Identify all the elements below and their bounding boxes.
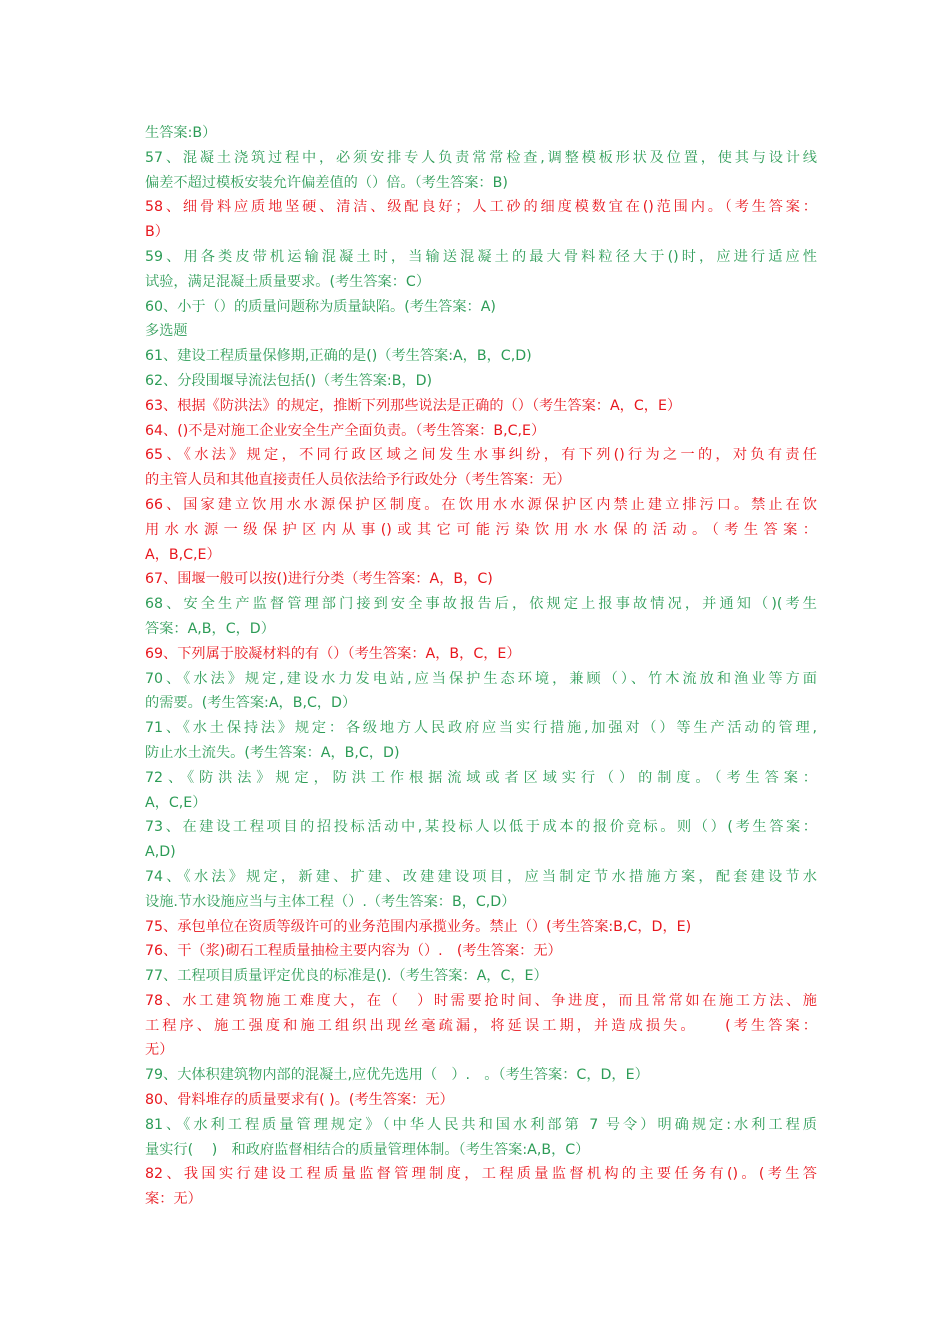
text-line: 67、围堰一般可以按()进行分类（考生答案：A，B，C) <box>145 571 493 588</box>
text-line: 的需要。(考生答案:A，B,C，D） <box>145 695 357 712</box>
text-line: A，C,E） <box>145 794 207 811</box>
text-line: 75、承包单位在资质等级许可的业务范围内承揽业务。禁止（）(考生答案:B,C，D，E) <box>145 918 692 935</box>
text-line: 80、骨料堆存的质量要求有( )。(考生答案：无） <box>145 1092 454 1109</box>
text-line: 66、国家建立饮用水水源保护区制度。在饮用水水源保护区内禁止建立排污口。禁止在饮 <box>145 496 817 513</box>
text-line: 试验，满足混凝土质量要求。(考生答案：C） <box>145 273 431 290</box>
text-line: 78、水工建筑物施工难度大，在（ ）时需要抢时间、争进度，而且常常如在施工方法、施 <box>145 992 817 1009</box>
text-line: 63、根据《防洪法》的规定，推断下列那些说法是正确的（）（考生答案：A，C，E） <box>145 397 682 414</box>
text-line: 用水水源一级保护区内从事()或其它可能污染饮用水水保的活动。（考生答案： <box>145 521 817 538</box>
text-line: 案：无） <box>145 1191 202 1208</box>
text-line: 57、混凝土浇筑过程中，必须安排专人负责常常检查,调整模板形状及位置，使其与设计线 <box>145 149 817 166</box>
text-line: 58、细骨料应质地坚硬、清洁、级配良好；人工砂的细度模数宜在()范围内。（考生答案： <box>145 199 817 216</box>
text-line: 73、在建设工程项目的招投标活动中,某投标人以低于成本的报价竞标。则（）(考生答案： <box>145 819 817 836</box>
text-line: 68、安全生产监督管理部门接到安全事故报告后，依规定上报事故情况，并通知（)(考生 <box>145 596 817 613</box>
text-line: 设施.节水设施应当与主体工程（）.（考生答案：B，C,D） <box>145 893 516 910</box>
text-line: 量实行( ) 和政府监督相结合的质量管理体制。（考生答案:A,B，C） <box>145 1141 590 1158</box>
text-line: 偏差不超过模板安装允许偏差值的（）倍。（考生答案：B) <box>145 174 508 191</box>
text-line: 多选题 <box>145 323 188 340</box>
text-line: 81、《水利工程质量管理规定》（中华人民共和国水利部第 7 号令）明确规定:水利工程质 <box>145 1116 817 1133</box>
text-line: 60、小于（）的质量问题称为质量缺陷。(考生答案：A) <box>145 298 496 315</box>
text-line: 70、《水法》规定,建设水力发电站,应当保护生态环境，兼顾（）、竹木流放和渔业等方面 <box>145 670 817 687</box>
text-line: 77、工程项目质量评定优良的标准是().（考生答案：A，C，E） <box>145 968 548 985</box>
text-line: 82、我国实行建设工程质量监督管理制度，工程质量监督机构的主要任务有()。(考生答 <box>145 1166 817 1183</box>
document-body <box>145 121 821 1212</box>
text-line: 防止水土流失。(考生答案：A，B,C，D) <box>145 744 400 761</box>
text-line: 79、大体积建筑物内部的混凝土,应优先选用（ ）. 。（考生答案：C，D，E） <box>145 1067 649 1084</box>
text-line: 工程序、施工强度和施工组织出现丝毫疏漏，将延误工期，并造成损失。 (考生答案： <box>145 1017 817 1034</box>
text-line: 74、《水法》规定，新建、扩建、改建建设项目，应当制定节水措施方案，配套建设节水 <box>145 868 817 885</box>
text-line: 71、《水土保持法》规定：各级地方人民政府应当实行措施,加强对（）等生产活动的管理, <box>145 720 817 737</box>
text-line: A，B,C,E） <box>145 546 221 563</box>
text-line: A,D) <box>145 844 176 861</box>
text-line: 62、分段围堰导流法包括()（考生答案:B，D) <box>145 372 433 389</box>
text-line: 的主管人员和其他直接责任人员依法给予行政处分（考生答案：无） <box>145 472 571 489</box>
text-line: 无） <box>145 1042 174 1059</box>
text-line: 64、()不是对施工企业安全生产全面负责。（考生答案：B,C,E） <box>145 422 546 439</box>
text-line: B） <box>145 224 169 241</box>
text-line: 生答案:B） <box>145 125 217 141</box>
text-line: 69、下列属于胶凝材料的有（）（考生答案：A，B，C，E） <box>145 645 521 662</box>
text-line: 76、干（浆)砌石工程质量抽检主要内容为（）. (考生答案：无） <box>145 943 562 960</box>
text-line: 61、建设工程质量保修期,正确的是()（考生答案:A，B，C,D) <box>145 348 532 365</box>
text-line: 答案：A,B，C，D） <box>145 620 275 637</box>
text-line: 72、《防洪法》规定，防洪工作根据流域或者区域实行（）的制度。（考生答案： <box>145 769 817 786</box>
text-line: 59、用各类皮带机运输混凝土时，当输送混凝土的最大骨料粒径大于()时，应进行适应性 <box>145 248 817 265</box>
text-line: 65、《水法》规定，不同行政区域之间发生水事纠纷，有下列()行为之一的，对负有责任 <box>145 447 817 464</box>
